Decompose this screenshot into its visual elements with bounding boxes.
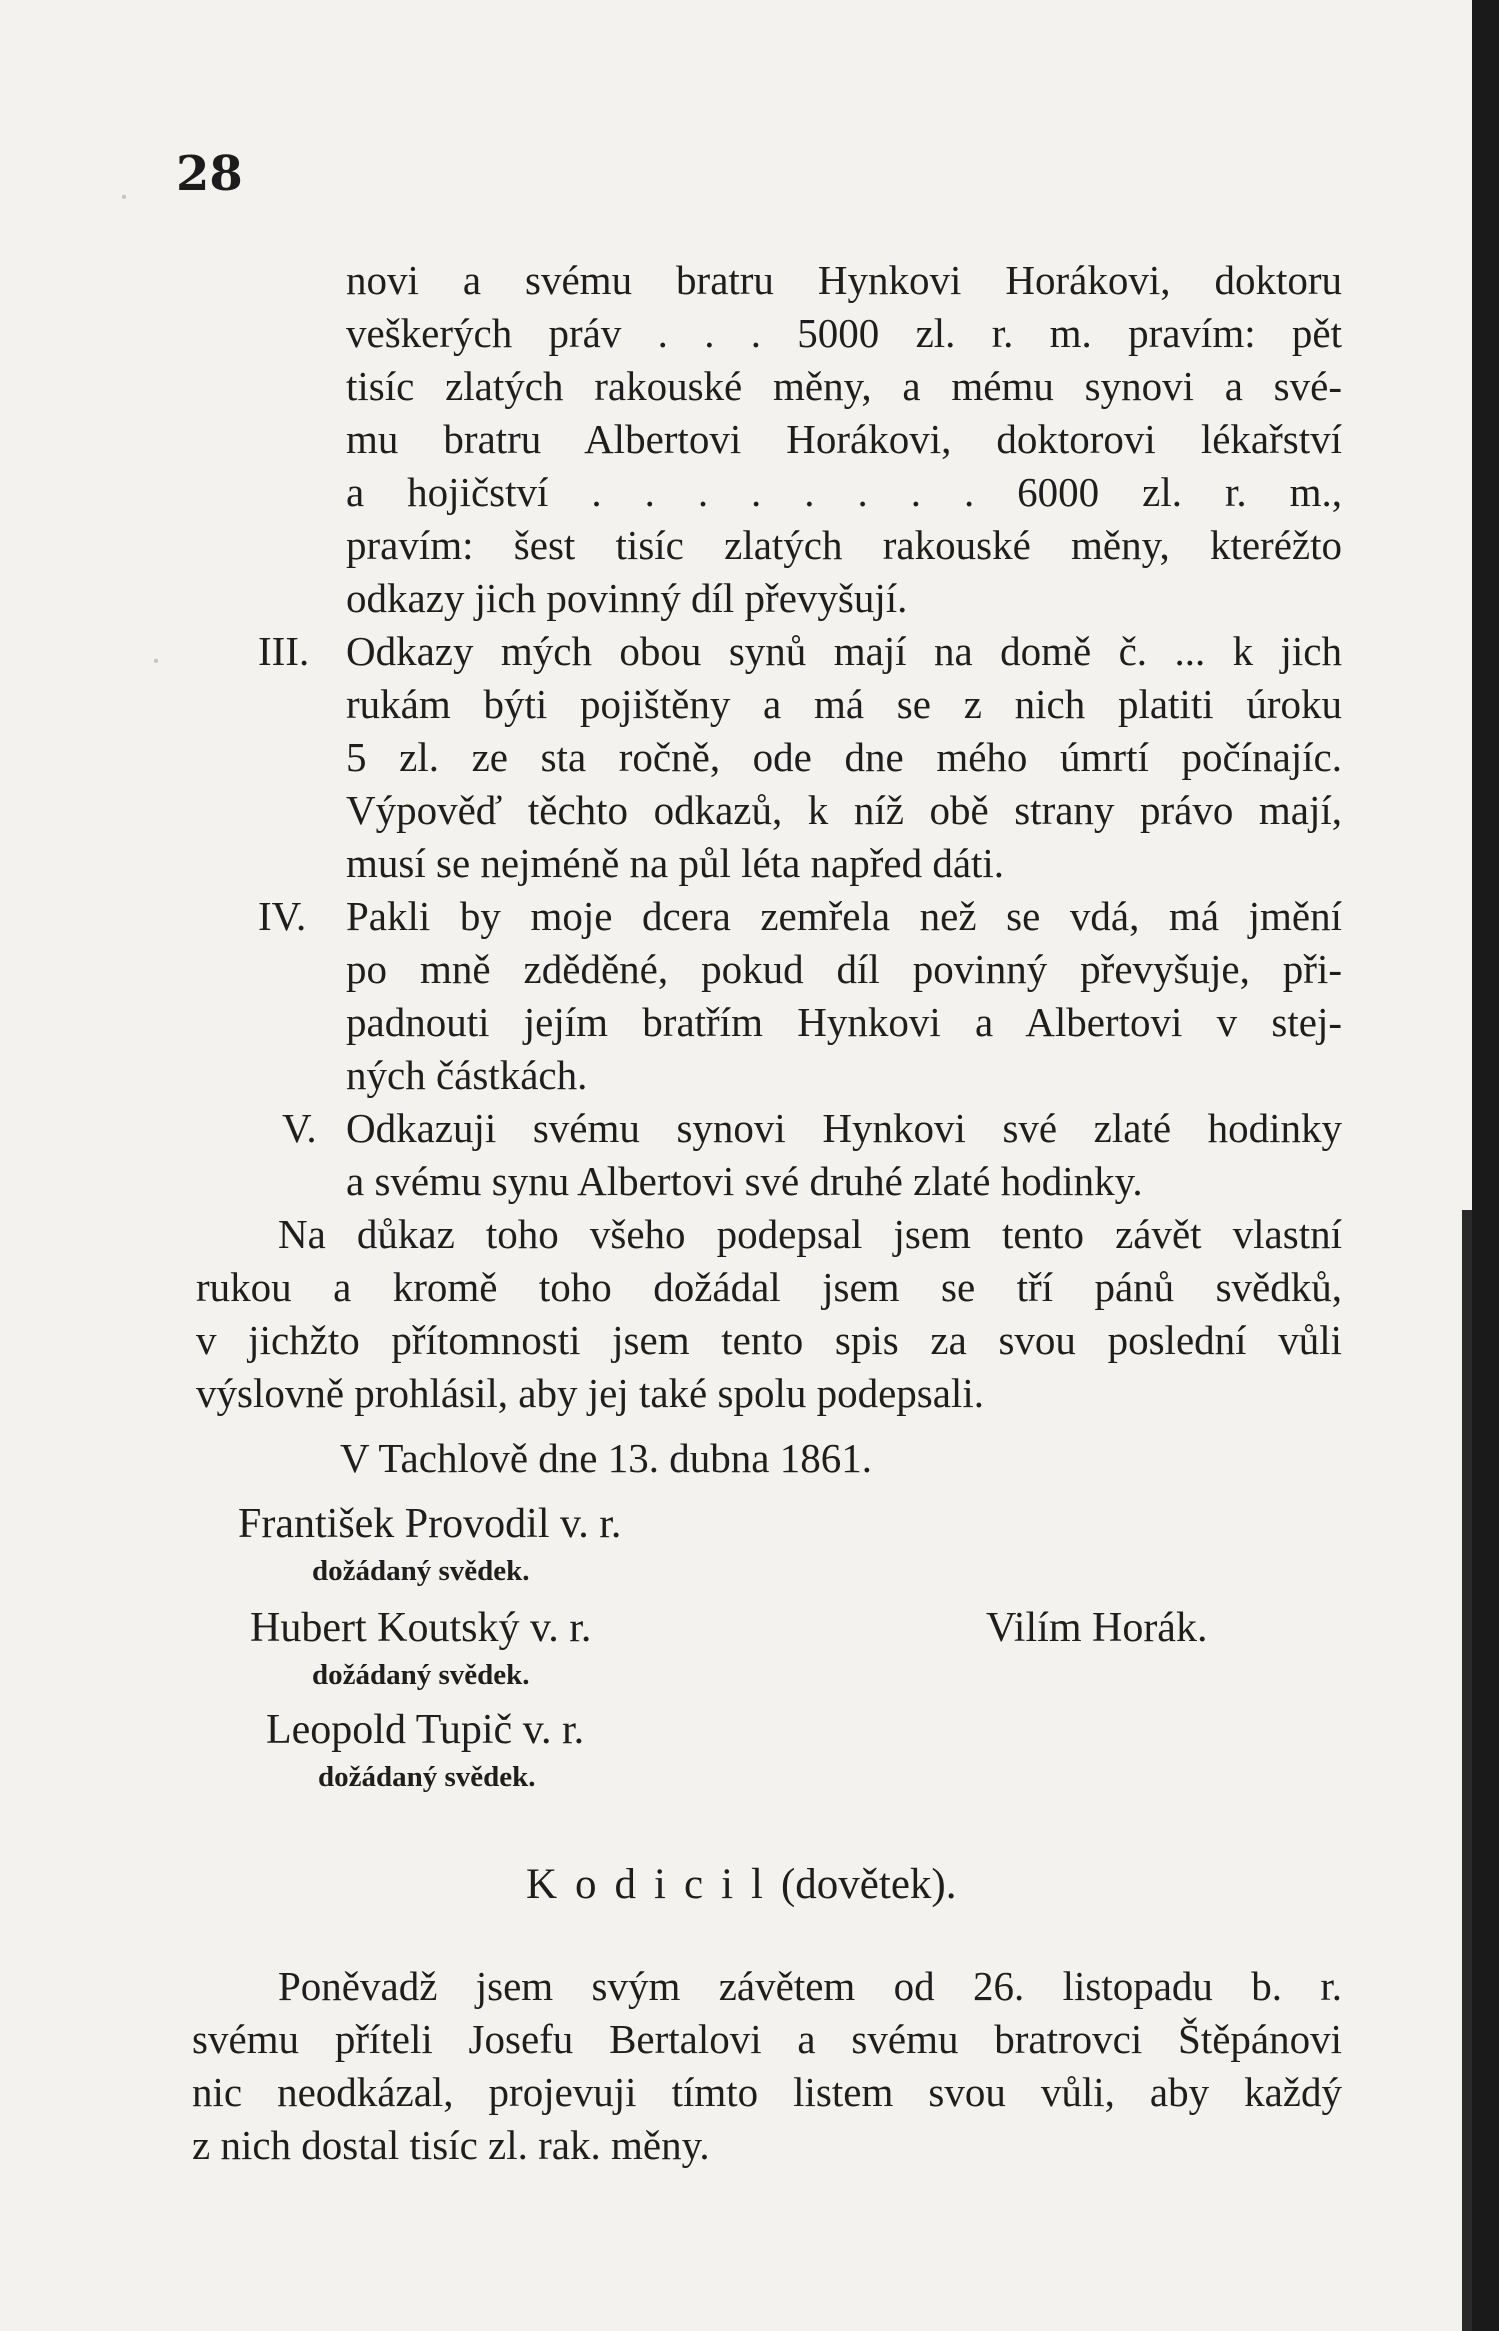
text-line: musí se nejméně na půl léta napřed dáti. — [346, 840, 1005, 886]
text-line: veškerých práv . . . 5000 zl. r. m. pravím: pět — [346, 310, 1342, 356]
section-marker-iii: III. — [258, 628, 310, 674]
bleed-mark: · — [118, 177, 130, 217]
text-line: 5 zl. ze sta ročně, ode dne mého úmrtí počínajíc. — [346, 734, 1342, 780]
text-line: po mně zděděné, pokud díl povinný převyšuje, při- — [346, 946, 1342, 992]
witness-role: dožádaný svědek. — [312, 1555, 530, 1587]
text-line: ných částkách. — [346, 1052, 588, 1098]
witness-signature: Leopold Tupič v. r. — [266, 1707, 585, 1753]
section-marker-iv: IV. — [258, 893, 307, 939]
text-line: odkazy jich povinný díl převyšují. — [346, 575, 908, 621]
text-line: Odkazuji svému synovi Hynkovi své zlaté hodinky — [346, 1105, 1342, 1151]
codicil-heading — [526, 1860, 957, 1909]
text-line: tisíc zlatých rakouské měny, a mému synovi a své- — [346, 363, 1342, 409]
witness-role: dožádaný svědek. — [312, 1659, 530, 1691]
bleed-mark: · — [150, 641, 162, 681]
text-line: Na důkaz toho všeho podepsal jsem tento závět vlastní — [278, 1211, 1342, 1257]
witness-signature: Hubert Koutský v. r. — [250, 1605, 592, 1651]
text-line: rukám býti pojištěny a má se z nich platiti úroku — [346, 681, 1342, 727]
testator-signature: Vilím Horák. — [986, 1605, 1208, 1651]
text-line: výslovně prohlásil, aby jej také spolu podepsali. — [196, 1370, 984, 1416]
date-line: V Tachlově dne 13. dubna 1861. — [340, 1435, 872, 1481]
page-edge-shadow — [1462, 1210, 1472, 2331]
text-line: Pakli by moje dcera zemřela než se vdá, má jmění — [346, 893, 1342, 939]
text-line: a hojičství . . . . . . . . 6000 zl. r. m., — [346, 469, 1342, 515]
codicil-text-line: svému příteli Josefu Bertalovi a svému bratrovci Štěpánovi — [192, 2016, 1342, 2062]
codicil-heading-title: Kodicil — [526, 1861, 781, 1908]
text-line: Výpověď těchto odkazů, k níž obě strany právo mají, — [346, 787, 1342, 833]
text-line: a svému synu Albertovi své druhé zlaté hodinky. — [346, 1158, 1143, 1204]
text-line: novi a svému bratru Hynkovi Horákovi, doktoru — [346, 257, 1342, 303]
codicil-text-line: nic neodkázal, projevuji tímto listem svou vůli, aby každý — [192, 2069, 1342, 2115]
text-line: mu bratru Albertovi Horákovi, doktorovi lékařství — [346, 416, 1342, 462]
codicil-text-line: Poněvadž jsem svým závětem od 26. listopadu b. r. — [278, 1963, 1342, 2009]
text-line: padnouti jejím bratřím Hynkovi a Albertovi v stej- — [346, 999, 1342, 1045]
codicil-heading-subtitle: (dovětek). — [780, 1861, 957, 1908]
section-marker-v: V. — [282, 1105, 317, 1151]
codicil-text-line: z nich dostal tisíc zl. rak. měny. — [192, 2122, 710, 2168]
witness-role: dožádaný svědek. — [318, 1761, 536, 1793]
witness-signature: František Provodil v. r. — [238, 1501, 622, 1547]
page-number: 28 — [176, 146, 243, 202]
text-line: Odkazy mých obou synů mají na domě č. ... k jich — [346, 628, 1342, 674]
text-line: pravím: šest tisíc zlatých rakouské měny, kteréžto — [346, 522, 1342, 568]
text-line: v jichžto přítomnosti jsem tento spis za svou poslední vůli — [196, 1317, 1342, 1363]
text-line: rukou a kromě toho dožádal jsem se tří pánů svědků, — [196, 1264, 1342, 1310]
